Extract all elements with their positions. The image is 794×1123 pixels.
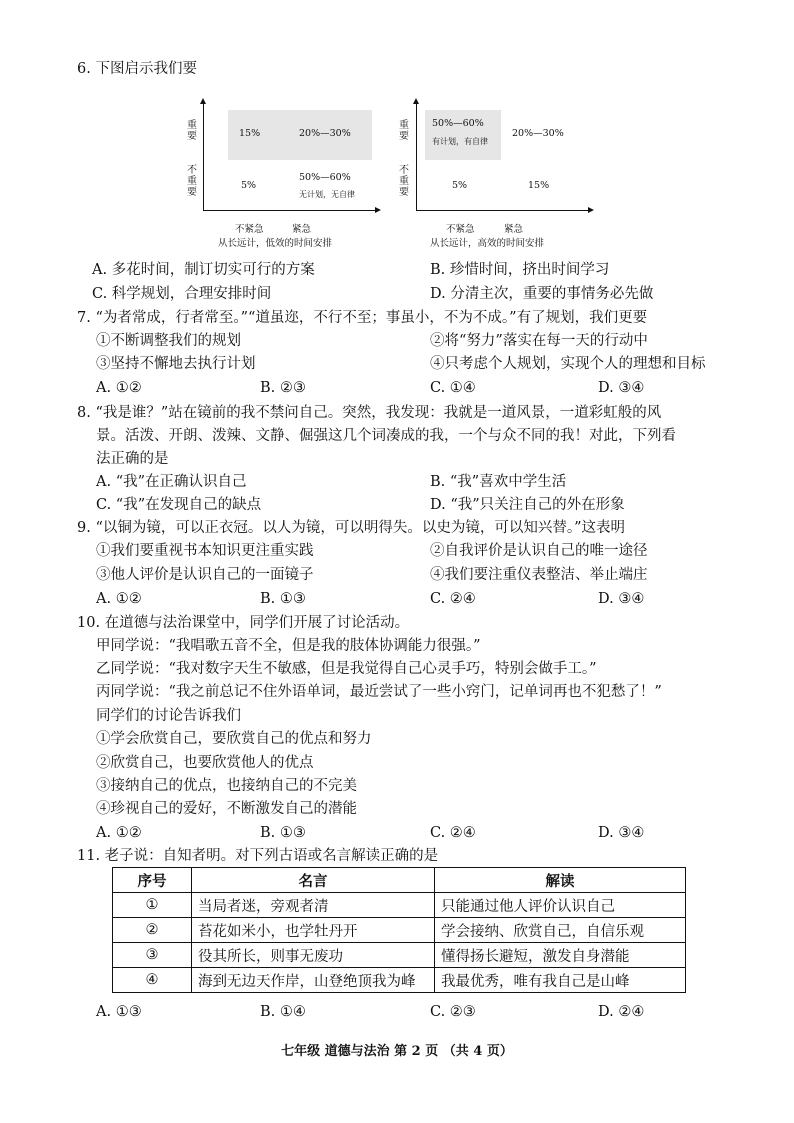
table-cell: ① <box>113 893 192 918</box>
q8-stem-line3: 法正确的是 <box>96 451 169 467</box>
q11-option-b: B. ①④ <box>260 1004 306 1020</box>
cell-bottom-left: 5% <box>452 180 468 191</box>
y-label-important: 重要 <box>187 120 197 142</box>
q11-stem: 11. 老子说：自知者明。对下列古语或名言解读正确的是 <box>77 848 439 864</box>
y-label-important: 重要 <box>399 120 409 142</box>
table-header: 序号 <box>113 868 192 893</box>
q10-option-b: B. ①③ <box>260 825 306 841</box>
q10-item-3: ③接纳自己的优点，也接纳自己的不完美 <box>96 778 357 794</box>
q6-option-a: A. 多花时间，制订切实可行的方案 <box>92 262 315 278</box>
table-header-row <box>113 868 686 893</box>
q6-stem: 6. 下图启示我们要 <box>77 61 197 77</box>
q10-item-4: ④珍视自己的爱好，不断激发自己的潜能 <box>96 801 357 817</box>
x-label-urgent: 紧急 <box>504 224 524 235</box>
q8-option-a: A. “我”在正确认识自己 <box>96 474 247 490</box>
x-label-not-urgent: 不紧急 <box>235 224 264 235</box>
q10-line-4: 同学们的讨论告诉我们 <box>96 708 241 724</box>
x-label-not-urgent: 不紧急 <box>446 224 475 235</box>
q10-line-3: 丙同学说：“我之前总记不住外语单词，最近尝试了一些小窍门，记单词再也不犯愁了！” <box>96 684 662 700</box>
q9-stem: 9. “以铜为镜，可以正衣冠。以人为镜，可以明得失。以史为镜，可以知兴替。”这表明 <box>77 520 626 536</box>
q7-item-1: ①不断调整我们的规划 <box>96 333 241 349</box>
table-cell: 苔花如米小，也学牡丹开 <box>192 918 435 943</box>
q6-option-c: C. 科学规划，合理安排时间 <box>92 286 272 302</box>
page-footer: 七年级 道德与法治 第 2 页 （共 4 页） <box>281 1044 513 1059</box>
table-header: 解读 <box>435 868 686 893</box>
q8-option-b: B. “我”喜欢中学生活 <box>430 474 567 490</box>
q7-option-a: A. ①② <box>96 380 142 396</box>
table-cell: 役其所长，则事无废功 <box>192 943 435 968</box>
table-row <box>113 918 686 943</box>
q11-option-d: D. ②④ <box>598 1004 645 1020</box>
table-header: 名言 <box>192 868 435 893</box>
q9-option-b: B. ①③ <box>260 591 306 607</box>
table-row <box>113 968 686 993</box>
q9-item-4: ④我们要注重仪表整洁、举止端庄 <box>430 567 648 583</box>
q11-option-c: C. ②③ <box>430 1004 476 1020</box>
q10-stem: 10. 在道德与法治课堂中，同学们开展了讨论活动。 <box>77 615 410 631</box>
x-axis-arrow <box>375 207 381 213</box>
table-cell: 海到无边天作岸，山登绝顶我为峰 <box>192 968 435 993</box>
cell-bottom-left: 5% <box>241 180 257 191</box>
y-label-not-important: 不重要 <box>399 165 409 198</box>
q7-option-d: D. ③④ <box>598 380 645 396</box>
q8-stem-line1: 8. “我是谁？”站在镜前的我不禁问自己。突然，我发现：我就是一道风景，一道彩虹般的风 <box>77 405 662 421</box>
cell-bottom-right: 50%—60% <box>299 172 351 183</box>
cell-top-left-note: 有计划，有自律 <box>432 137 488 146</box>
q10-line-1: 甲同学说：“我唱歌五音不全，但是我的肢体协调能力很强。” <box>96 638 481 654</box>
q9-option-d: D. ③④ <box>598 591 645 607</box>
cell-bottom-right-note: 无计划，无自律 <box>299 190 355 199</box>
q8-option-c: C. “我”在发现自己的缺点 <box>96 497 262 513</box>
q9-item-1: ①我们要重视书本知识更注重实践 <box>96 543 314 559</box>
q10-option-c: C. ②④ <box>430 825 476 841</box>
q9-item-2: ②自我评价是认识自己的唯一途径 <box>430 543 648 559</box>
cell-top-left: 50%—60% <box>432 118 484 129</box>
q10-option-d: D. ③④ <box>598 825 645 841</box>
q7-item-2: ②将“努力”落实在每一天的行动中 <box>430 333 648 349</box>
table-row <box>113 943 686 968</box>
q10-line-2: 乙同学说：“我对数字天生不敏感，但是我觉得自己心灵手巧，特别会做手工。” <box>96 661 597 677</box>
q9-item-3: ③他人评价是认识自己的一面镜子 <box>96 567 314 583</box>
q9-option-a: A. ①② <box>96 591 142 607</box>
y-label-not-important: 不重要 <box>187 165 197 198</box>
table-cell: 学会接纳、欣赏自己，自信乐观 <box>435 918 686 943</box>
q8-option-d: D. “我”只关注自己的外在形象 <box>430 497 625 513</box>
chart-caption: 从长远计，高效的时间安排 <box>430 238 545 249</box>
chart-caption: 从长远计，低效的时间安排 <box>218 238 333 249</box>
q7-option-c: C. ①④ <box>430 380 476 396</box>
table-cell: 懂得扬长避短，激发自身潜能 <box>435 943 686 968</box>
q10-option-a: A. ①② <box>96 825 142 841</box>
q9-option-c: C. ②④ <box>430 591 476 607</box>
table-row <box>113 893 686 918</box>
q7-item-3: ③坚持不懈地去执行计划 <box>96 356 256 372</box>
x-axis-arrow <box>588 207 594 213</box>
cell-top-right: 20%—30% <box>299 128 351 139</box>
q8-stem-line2: 景。活泼、开朗、泼辣、文静、倔强这几个词凑成的我，一个与众不同的我！对此，下列看 <box>96 428 676 444</box>
table-cell: 当局者迷，旁观者清 <box>192 893 435 918</box>
q7-item-4: ④只考虑个人规划，实现个人的理想和目标 <box>430 356 706 372</box>
cell-bottom-right: 15% <box>528 180 550 191</box>
cell-top-left: 15% <box>239 128 261 139</box>
q10-item-2: ②欣赏自己，也要欣赏他人的优点 <box>96 755 314 771</box>
q7-stem: 7. “为者常成，行者常至。”“道虽迩，不行不至；事虽小，不为不成。”有了规划，我们更要 <box>77 310 648 326</box>
table-cell: ③ <box>113 943 192 968</box>
q6-option-d: D. 分清主次，重要的事情务必先做 <box>430 286 654 302</box>
x-label-urgent: 紧急 <box>292 224 312 235</box>
cell-top-right: 20%—30% <box>512 128 564 139</box>
q11-option-a: A. ①③ <box>96 1004 142 1020</box>
table-cell: 只能通过他人评价认识自己 <box>435 893 686 918</box>
table-cell: ② <box>113 918 192 943</box>
q6-option-b: B. 珍惜时间，挤出时间学习 <box>430 262 610 278</box>
quotes-table <box>112 867 686 993</box>
q10-item-1: ①学会欣赏自己，要欣赏自己的优点和努力 <box>96 731 372 747</box>
table-cell: 我最优秀，唯有我自己是山峰 <box>435 968 686 993</box>
table-cell: ④ <box>113 968 192 993</box>
q7-option-b: B. ②③ <box>260 380 306 396</box>
